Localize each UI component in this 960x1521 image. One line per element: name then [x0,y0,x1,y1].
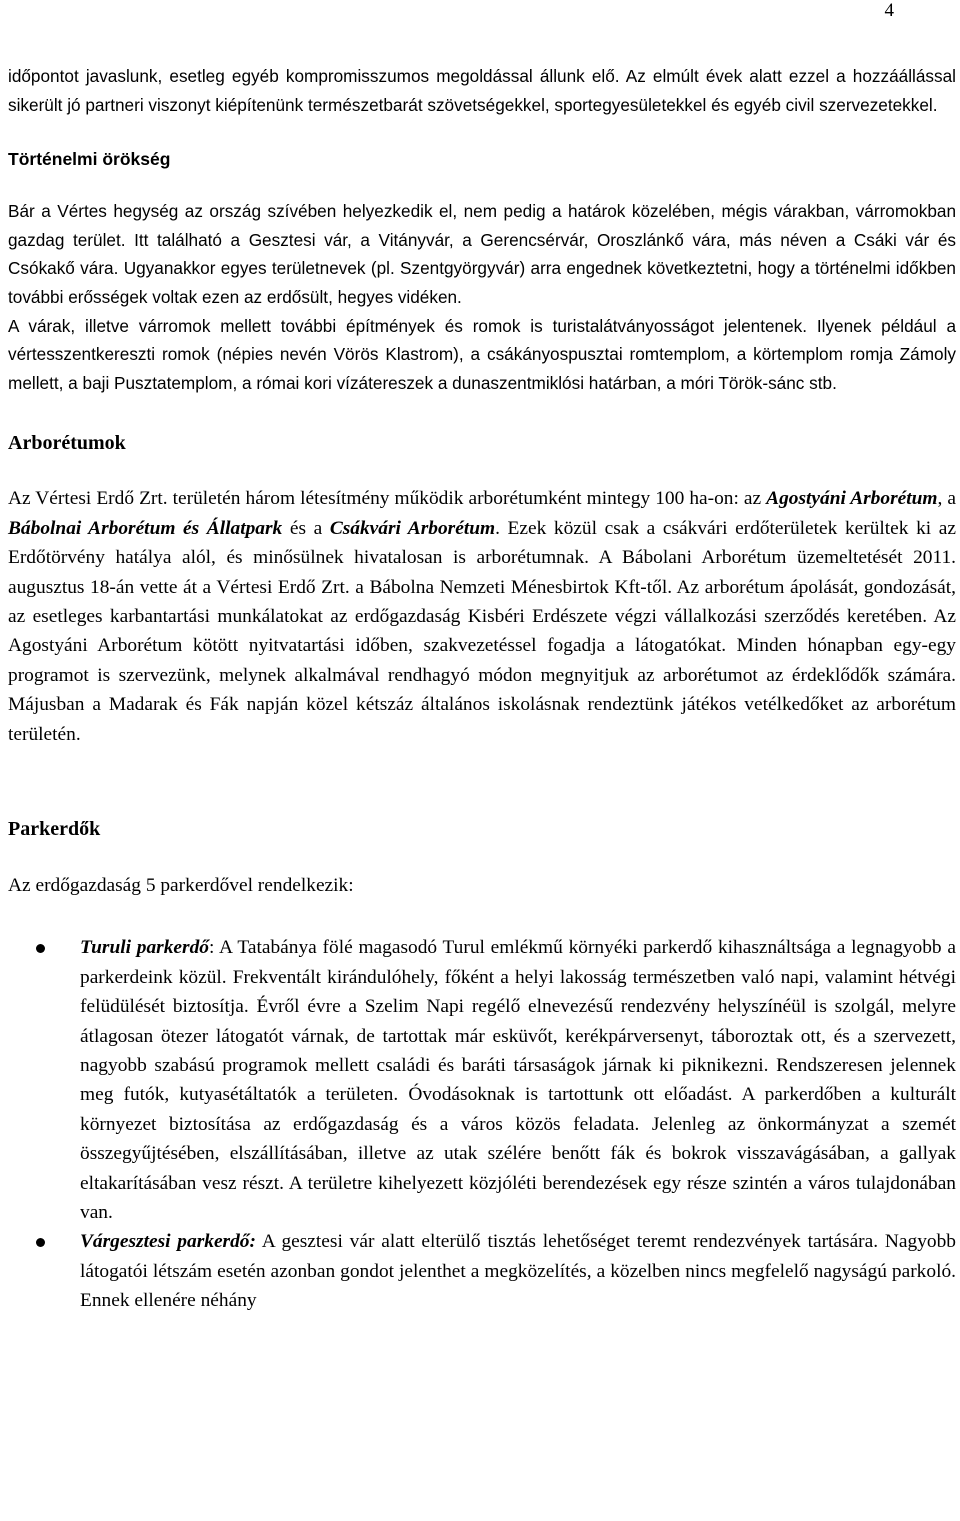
park-name-vargesztes: Várgesztesi parkerdő: [80,1231,256,1253]
heritage-paragraph-2: A várak, illetve várromok mellett további építmények és romok is turistalátványosságot jelentenek. Ilyenek például a vértesszentkereszti romok (népies nevén Vörös Klastrom), a csákányospusztai romtemplom, a körtemplom romja Zámoly mellett, a baji Pusztatemplom, a római kori vízátereszek a dunaszentmiklósi határban, a móri Török-sánc stb. [8,315,956,393]
page-number: 4 [884,0,894,21]
arboretum-text-end: . Ezek közül csak a csákvári erdőterületek kerültek ki az Erdőtörvény hatálya alól, és minősülnek hivatalosan is arborétumnak. A Bábolani Arborétum üzemeltetését 2011. augusztus 18-án vette át a Vértesi Erdő Zrt. a Bábolna Nemzeti Ménesbirtok Kft-től. Az arborétum ápolását, gondozását, az esetleges karbantartási munkálatokat az erdőgazdaság Kisbéri Erdészete végzi vállalkozási szerződés keretében. Az Agostyáni Arborétum kötött nyitvatartási időben, szakvezetéssel fogadja a látogatókat. Minden hónapban egy-egy programot is szervezünk, melynek alkalmával rendhagyó módon megnyitjuk az arborétumot az érdeklődők számára. Májusban a Madarak és Fák napján közel kétszáz általános iskolásnak rendeztünk játékos vetélkedőket az arborétum területén. [8,517,956,745]
heritage-paragraph-1: Bár a Vértes hegység az ország szívében helyezkedik el, nem pedig a határok közelében, mégis várakban, várromokban gazdag terület. Itt található a Gesztesi vár, a Vitányvár, a Gerencsérvár, Oroszlánkő vára, más néven a Csáki vár és Csókakő vára. Ugyanakkor egyes területnevek (pl. Szentgyörgyvár) arra engednek következtetni, hogy a történelmi időkben további erősségek voltak ezen az erdősült, hegyes vidéken. [8,201,956,307]
arboretum-separator-2: és a [282,517,330,539]
arboretum-name-csakvar: Csákvári Arborétum [329,517,496,539]
arboretum-separator-1: , a [937,488,956,510]
arboretum-text-start: Az Vértesi Erdő Zrt. területén három létesítmény működik arborétumként mintegy 100 ha-on: az [8,488,767,510]
arboretum-heading: Arborétumok [8,432,126,455]
park-name-turul: Turuli parkerdő [80,937,209,959]
park-text-turul: : A Tatabánya fölé magasodó Turul emlékmű környéki parkerdő kihasználtsága a legnagyobb a parkerdeink közül. Frekventált kirándulóhely, főként a helyi lakosság természetben való napi, valamint hétvégi felüdülését biztosítja. Évről évre a Szelim Napi regélő elnevezésű rendezvény helyszínéül is szolgál, melyre átlagosan ötezer látogatót várnak, de tartottak már esküvőt, kerékpárversenyt, táboroztak ott, és a szervezett, nagyobb szabású programok mellett családi és baráti társaságok járnak ki piknikezni. Rendszeresen jelennek meg futók, kutyasétáltatók a területen. Óvodásoknak is tartottunk ott előadást. A parkerdőben a kulturált környezet biztosítása az erdőgazdaság és a város közös feladata. Jelenleg az önkormányzat a szemét összegyűjtésében, elszállításában, illetve az utak szélére benőtt fák és bokrok visszavágásában, a gallyak eltakarításában vesz részt. A területre kihelyezett közjóléti berendezések egy része szintén a város tulajdonában van. [80,937,956,1224]
parks-list [8,933,956,1315]
intro-paragraph: időpontot javaslunk, esetleg egyéb kompromisszumos megoldással állunk elő. Az elmúlt évek alatt ezzel a hozzáállással sikerült jó partneri viszonyt kiépítenünk természetbarát szövetségekkel, sportegyesületekkel és egyéb civil szervezetekkel. [8,66,956,115]
arboretum-name-agostyan: Agostyáni Arborétum [766,488,938,510]
list-item [8,933,956,1227]
parks-heading: Parkerdők [8,818,101,840]
heritage-heading: Történelmi örökség [8,149,171,170]
arboretum-name-babolna: Bábolnai Arborétum és Állatpark [8,517,283,539]
parks-intro: Az erdőgazdaság 5 parkerdővel rendelkezik: [8,875,354,896]
park-text-vargesztes: A gesztesi vár alatt elterülő tisztás lehetőséget teremt rendezvények tartására. Nagyobb látogatói létszám esetén azonban gondot jelenthet a megközelítés, a közelben nincs megfelelő nagyságú parkoló. Ennek ellenére néhány [80,1231,956,1312]
bullet-icon [36,1238,45,1247]
arboretum-paragraph [8,484,956,749]
bullet-icon [36,944,45,953]
document-body [8,62,956,1316]
list-item [8,1227,956,1315]
